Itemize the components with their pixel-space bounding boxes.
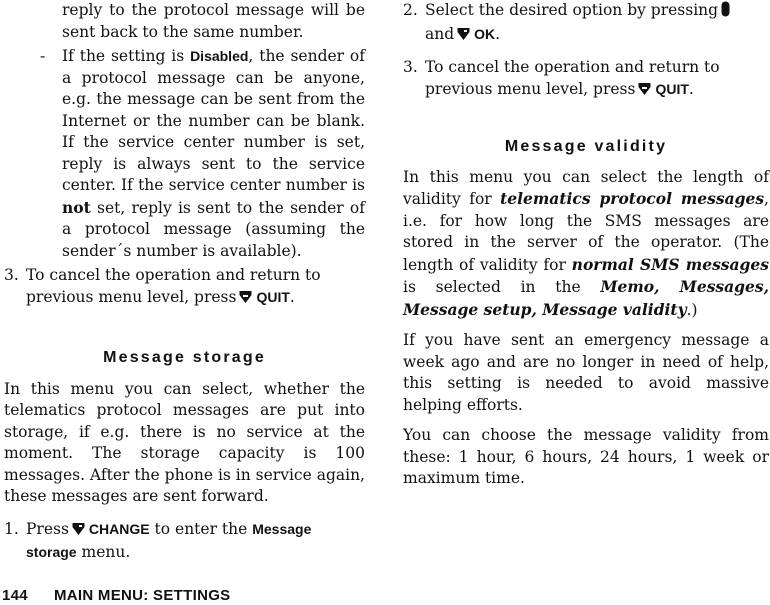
page-footer: [2, 587, 230, 604]
dash-bullet: -: [40, 47, 46, 65]
validity-paragraph-1: [403, 167, 769, 322]
quit-key-label: QUIT: [655, 80, 689, 97]
step-number: 1.: [4, 519, 19, 538]
disabled-option: Disabled: [190, 48, 249, 64]
step-number: 3.: [403, 58, 418, 76]
left-column: [4, 0, 365, 564]
right-step-2: [403, 0, 769, 47]
quit-key-icon: [239, 289, 252, 311]
message-storage-heading: Message storage: [103, 349, 266, 366]
menu-path-emphasis: Memo, Messages, Message setup, Message validity: [403, 277, 770, 319]
step-text-post: menu.: [81, 543, 131, 561]
normal-sms-emphasis: normal SMS messages: [571, 254, 769, 274]
dash-list-item: [4, 46, 365, 262]
para-text: is selected in the: [403, 278, 581, 296]
page-number: 144: [2, 587, 28, 604]
left-step-1: [4, 519, 365, 564]
step-number: 3.: [4, 266, 19, 284]
continued-text: reply to the protocol message will be sent back to the same number.: [62, 1, 365, 41]
scroll-key-icon: [721, 1, 730, 24]
and-word: and: [425, 24, 455, 43]
quit-key-icon: [638, 81, 651, 103]
step-text-pre: Select the desired option by pressing: [425, 1, 719, 19]
step-end: .: [688, 79, 694, 98]
right-column: [403, 0, 769, 490]
dash-text-pre: If the setting is: [62, 47, 185, 65]
para-text: , i.e. for how long the SMS messages are stored in the server of the operator. (The length of validity for: [403, 190, 769, 274]
validity-paragraph-3: You can choose the message validity from these: 1 hour, 6 hours, 24 hours, 1 week or maximum time.: [403, 426, 769, 487]
step-text-pre: Press: [26, 519, 69, 538]
dash-text-b: set, reply is sent to the sender of a protocol message (assuming the sender´s number is available).: [62, 198, 365, 260]
para-text: In this menu you can select the length of validity for: [403, 167, 769, 208]
step-text-mid: to enter the: [154, 519, 248, 538]
message-storage-menu-name: Message storage: [26, 520, 312, 560]
step-text: To cancel the operation and return to previous menu level, press: [425, 58, 720, 98]
quit-key-label: QUIT: [256, 288, 290, 305]
telematics-emphasis: telematics protocol messages: [500, 189, 765, 208]
para-text: .): [686, 300, 698, 319]
change-key-icon: [72, 521, 85, 543]
ok-key-icon: [457, 26, 470, 48]
step-end: .: [495, 24, 501, 43]
validity-paragraph-2: If you have sent an emergency message a week ago and are no longer in need of help, this setting is needed to avoid massive helping efforts.: [403, 331, 769, 414]
storage-paragraph: In this menu you can select, whether the telematics protocol messages are put into storage, if e.g. there is no service at the moment. The storage capacity is 100 messages. After the phone is in service again, these messages are sent forward.: [4, 379, 365, 505]
change-key-label: CHANGE: [88, 520, 150, 537]
message-validity-heading: Message validity: [504, 138, 668, 155]
step-text: To cancel the operation and return to previous menu level, press: [26, 266, 321, 306]
right-step-3: [403, 57, 769, 102]
section-title: MAIN MENU: SETTINGS: [53, 587, 231, 604]
left-step-3: [4, 265, 365, 310]
dash-text-a: , the sender of a protocol message can be anyone, e.g. the message can be sent from the Internet or the number can be blank. If the service center number is set, reply is always sent to the service center. If the service center number is: [62, 47, 365, 194]
step-end: .: [289, 287, 295, 306]
not-emphasis: not: [62, 197, 91, 217]
step-number: 2.: [403, 1, 418, 19]
ok-key-label: OK: [474, 25, 496, 42]
